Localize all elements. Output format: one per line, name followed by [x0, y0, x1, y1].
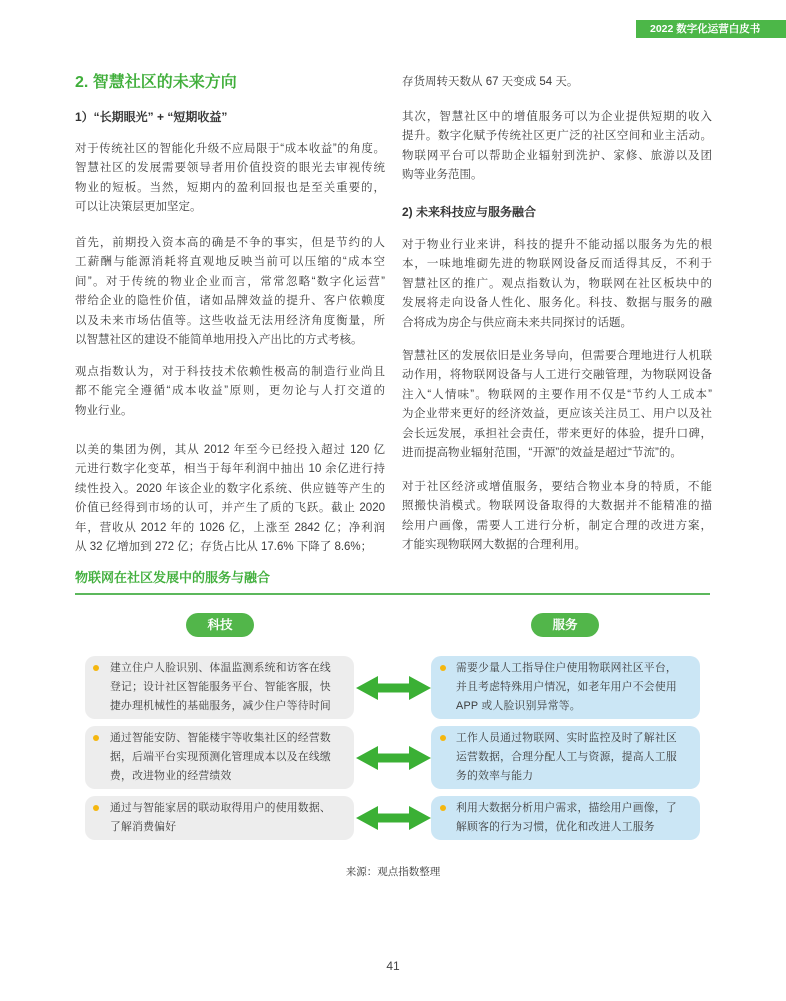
- text-line: 捷办理机械性的基础服务，减少住户等待时间: [110, 700, 331, 712]
- text-line: 以智慧社区的建设不能简单地用投入产出比的方式考核。: [75, 333, 363, 346]
- text-line: 发展将走向设备人性化、服务化。科技、数据与服务的融: [402, 297, 712, 310]
- text-line: 才能实现物联网大数据的合理利用。: [402, 539, 586, 552]
- text-line: 价值已经得到市场的认可，并产生了质的飞跃。截止 2020: [75, 502, 385, 515]
- text-line: 年，营收从 2012 年的 1026 亿，上涨至 2842 亿；净利润: [75, 521, 385, 534]
- text-line: 需要少量人工指导住户使用物联网社区平台，: [456, 662, 677, 674]
- report-title-badge: 2022 数字化运营白皮书: [636, 20, 786, 38]
- text-line: 据，后端平台实现预测化管理成本以及在线缴: [110, 751, 331, 763]
- service-item-3: [431, 796, 700, 840]
- bullet-icon: [440, 805, 446, 811]
- text-line: 登记；设计社区智能服务平台、智能客服，快: [110, 681, 331, 693]
- right-paragraph-1: [402, 108, 712, 186]
- text-line: 利用大数据分析用户需求，描绘用户画像，了: [456, 802, 677, 814]
- source-note: 来源：观点指数整理: [345, 866, 441, 878]
- service-item-1: [431, 656, 700, 719]
- right-paragraph-4: [402, 478, 712, 556]
- text-line: 元进行数字化变革，相当于每年利润中抽出 10 余亿进行持: [75, 463, 385, 476]
- bullet-icon: [93, 805, 99, 811]
- text-line: 合将成为房企与供应商未来共同探讨的话题。: [402, 316, 632, 329]
- text-line: APP 或人脸识别异常等。: [456, 700, 581, 712]
- text-line: 以美的集团为例，其从 2012 年至今已经投入超过 120 亿: [75, 444, 385, 456]
- text-line: 工作人员通过物联网、实时监控及时了解社区: [456, 732, 677, 744]
- bullet-icon: [93, 665, 99, 671]
- text-line: 以及未来市场估值等。这些收益无法用经济角度衡量，所: [75, 314, 385, 327]
- text-line: 照搬快消模式。物联网设备取得的大数据并不能精准的描: [402, 500, 712, 513]
- text-line: 注入“人情味”。物联网的主要作用不仅是“节约人工成本”: [402, 388, 712, 401]
- subheading-1: 1）“长期眼光” + “短期收益”: [75, 110, 228, 124]
- right-paragraph-3: [402, 347, 712, 463]
- page-number: 41: [386, 959, 400, 973]
- text-line: 建立住户人脸识别、体温监测系统和访客在线: [110, 662, 331, 674]
- double-arrow-icon: [356, 806, 431, 830]
- text-line: 为企业带来更好的经济效益，更应该关注员工、用户以及社: [402, 408, 712, 421]
- bullet-icon: [440, 735, 446, 741]
- text-line: 并且考虑特殊用户情况，如老年用户不会使用: [456, 681, 677, 693]
- bullet-icon: [93, 735, 99, 741]
- text-line: 可以让决策层更加坚定。: [75, 201, 202, 214]
- section-heading: 2. 智慧社区的未来方向: [75, 74, 237, 91]
- service-item-2: [431, 726, 700, 789]
- double-arrow-icon: [356, 676, 431, 700]
- text-line: 动作用，将物联网设备与人工进行交融管理，为物联网设备: [402, 369, 712, 382]
- text-line: 了解消费偏好: [110, 821, 177, 833]
- text-line: 务的效率与能力: [456, 770, 534, 782]
- double-arrow-icon: [356, 746, 431, 770]
- tech-label-pill: 科技: [186, 613, 254, 637]
- text-line: 运营数据，合理分配人工与资源，提高人工服: [456, 751, 677, 763]
- text-line: 工薪酬与能源消耗将直观地反映当前可以压缩的“成本空: [75, 256, 385, 269]
- right-paragraph-0: [402, 73, 712, 92]
- text-line: 进而提高物业辐射范围，“开源”的效益是超过“节流”的。: [402, 446, 682, 459]
- text-line: 对于物业行业来讲，科技的提升不能动摇以服务为先的根: [402, 239, 712, 251]
- text-line: 带给企业的隐性价值，诸如品牌效益的提升、客户依赖度: [75, 295, 385, 308]
- text-line: 间”。对于传统的物业企业而言，常常忽略“数字化运营”: [75, 275, 385, 288]
- text-line: 续性投入。2020 年该企业的数字化系统、供应链等产生的: [75, 482, 385, 495]
- text-line: 从 32 亿增加到 272 亿；存货占比从 17.6% 下降了 8.6%；: [75, 540, 373, 553]
- text-line: 提升。数字化赋予传统社区更广泛的社区空间和业主活动。: [402, 130, 712, 143]
- text-line: 对于传统社区的智能化升级不应局限于“成本收益”的角度。: [75, 143, 385, 155]
- text-line: 都不能完全遵循“成本收益”原则，更勿论与人打交道的: [75, 385, 385, 398]
- text-line: 智慧社区的发展需要领导者用价值投资的眼光去审视传统: [75, 162, 385, 175]
- text-line: 解顾客的行为习惯，优化和改进人工服务: [456, 821, 655, 833]
- left-paragraph-2: [75, 234, 385, 350]
- subheading-2: 2) 未来科技应与服务融合: [402, 205, 537, 219]
- tech-item-1: [85, 656, 354, 719]
- right-paragraph-2: [402, 236, 712, 333]
- text-line: 物业行业。: [75, 404, 133, 417]
- bullet-icon: [440, 665, 446, 671]
- text-line: 对于社区经济或增值服务，要结合物业本身的特质，不能: [402, 481, 712, 493]
- title-divider: [75, 593, 710, 595]
- left-paragraph-1: [75, 140, 385, 218]
- text-line: 会长远发展，承担社会责任，带来更好的体验，提升口碑，: [402, 427, 712, 440]
- tech-item-3: [85, 796, 354, 840]
- text-line: 购等业务范围。: [402, 169, 483, 182]
- text-line: 物业的短板。当然，短期内的盈利回报也是至关重要的，: [75, 181, 385, 194]
- text-line: 首先，前期投入资本高的确是不争的事实，但是节约的人: [75, 237, 385, 249]
- text-line: 费，改进物业的经营绩效: [110, 770, 232, 782]
- text-line: 物联网平台可以帮助企业辐射到洗护、家修、旅游以及团: [402, 149, 712, 162]
- text-line: 通过智能安防、智能楼宇等收集社区的经营数: [110, 732, 331, 744]
- text-line: 智慧社区的发展依旧是业务导向，但需要合理地进行人机联: [402, 350, 712, 362]
- left-paragraph-4: [75, 441, 385, 557]
- text-line: 绘用户画像，需要人工进行分析，制定合理的改进方案，: [402, 519, 712, 532]
- service-label-pill: 服务: [531, 613, 599, 637]
- text-line: 存货周转天数从 67 天变成 54 天。: [402, 76, 579, 88]
- diagram-title: 物联网在社区发展中的服务与融合: [75, 570, 271, 585]
- text-line: 本，一味地堆砌先进的物联网设备反而适得其反，不利于: [402, 258, 712, 271]
- text-line: 智慧社区的推广。观点指数认为，物联网在社区板块中的: [402, 277, 712, 290]
- left-paragraph-3: [75, 363, 385, 421]
- text-line: 其次，智慧社区中的增值服务可以为企业提供短期的收入: [402, 111, 712, 123]
- text-line: 观点指数认为，对于科技技术依赖性极高的制造行业尚且: [75, 366, 385, 378]
- tech-item-2: [85, 726, 354, 789]
- text-line: 通过与智能家居的联动取得用户的使用数据、: [110, 802, 331, 814]
